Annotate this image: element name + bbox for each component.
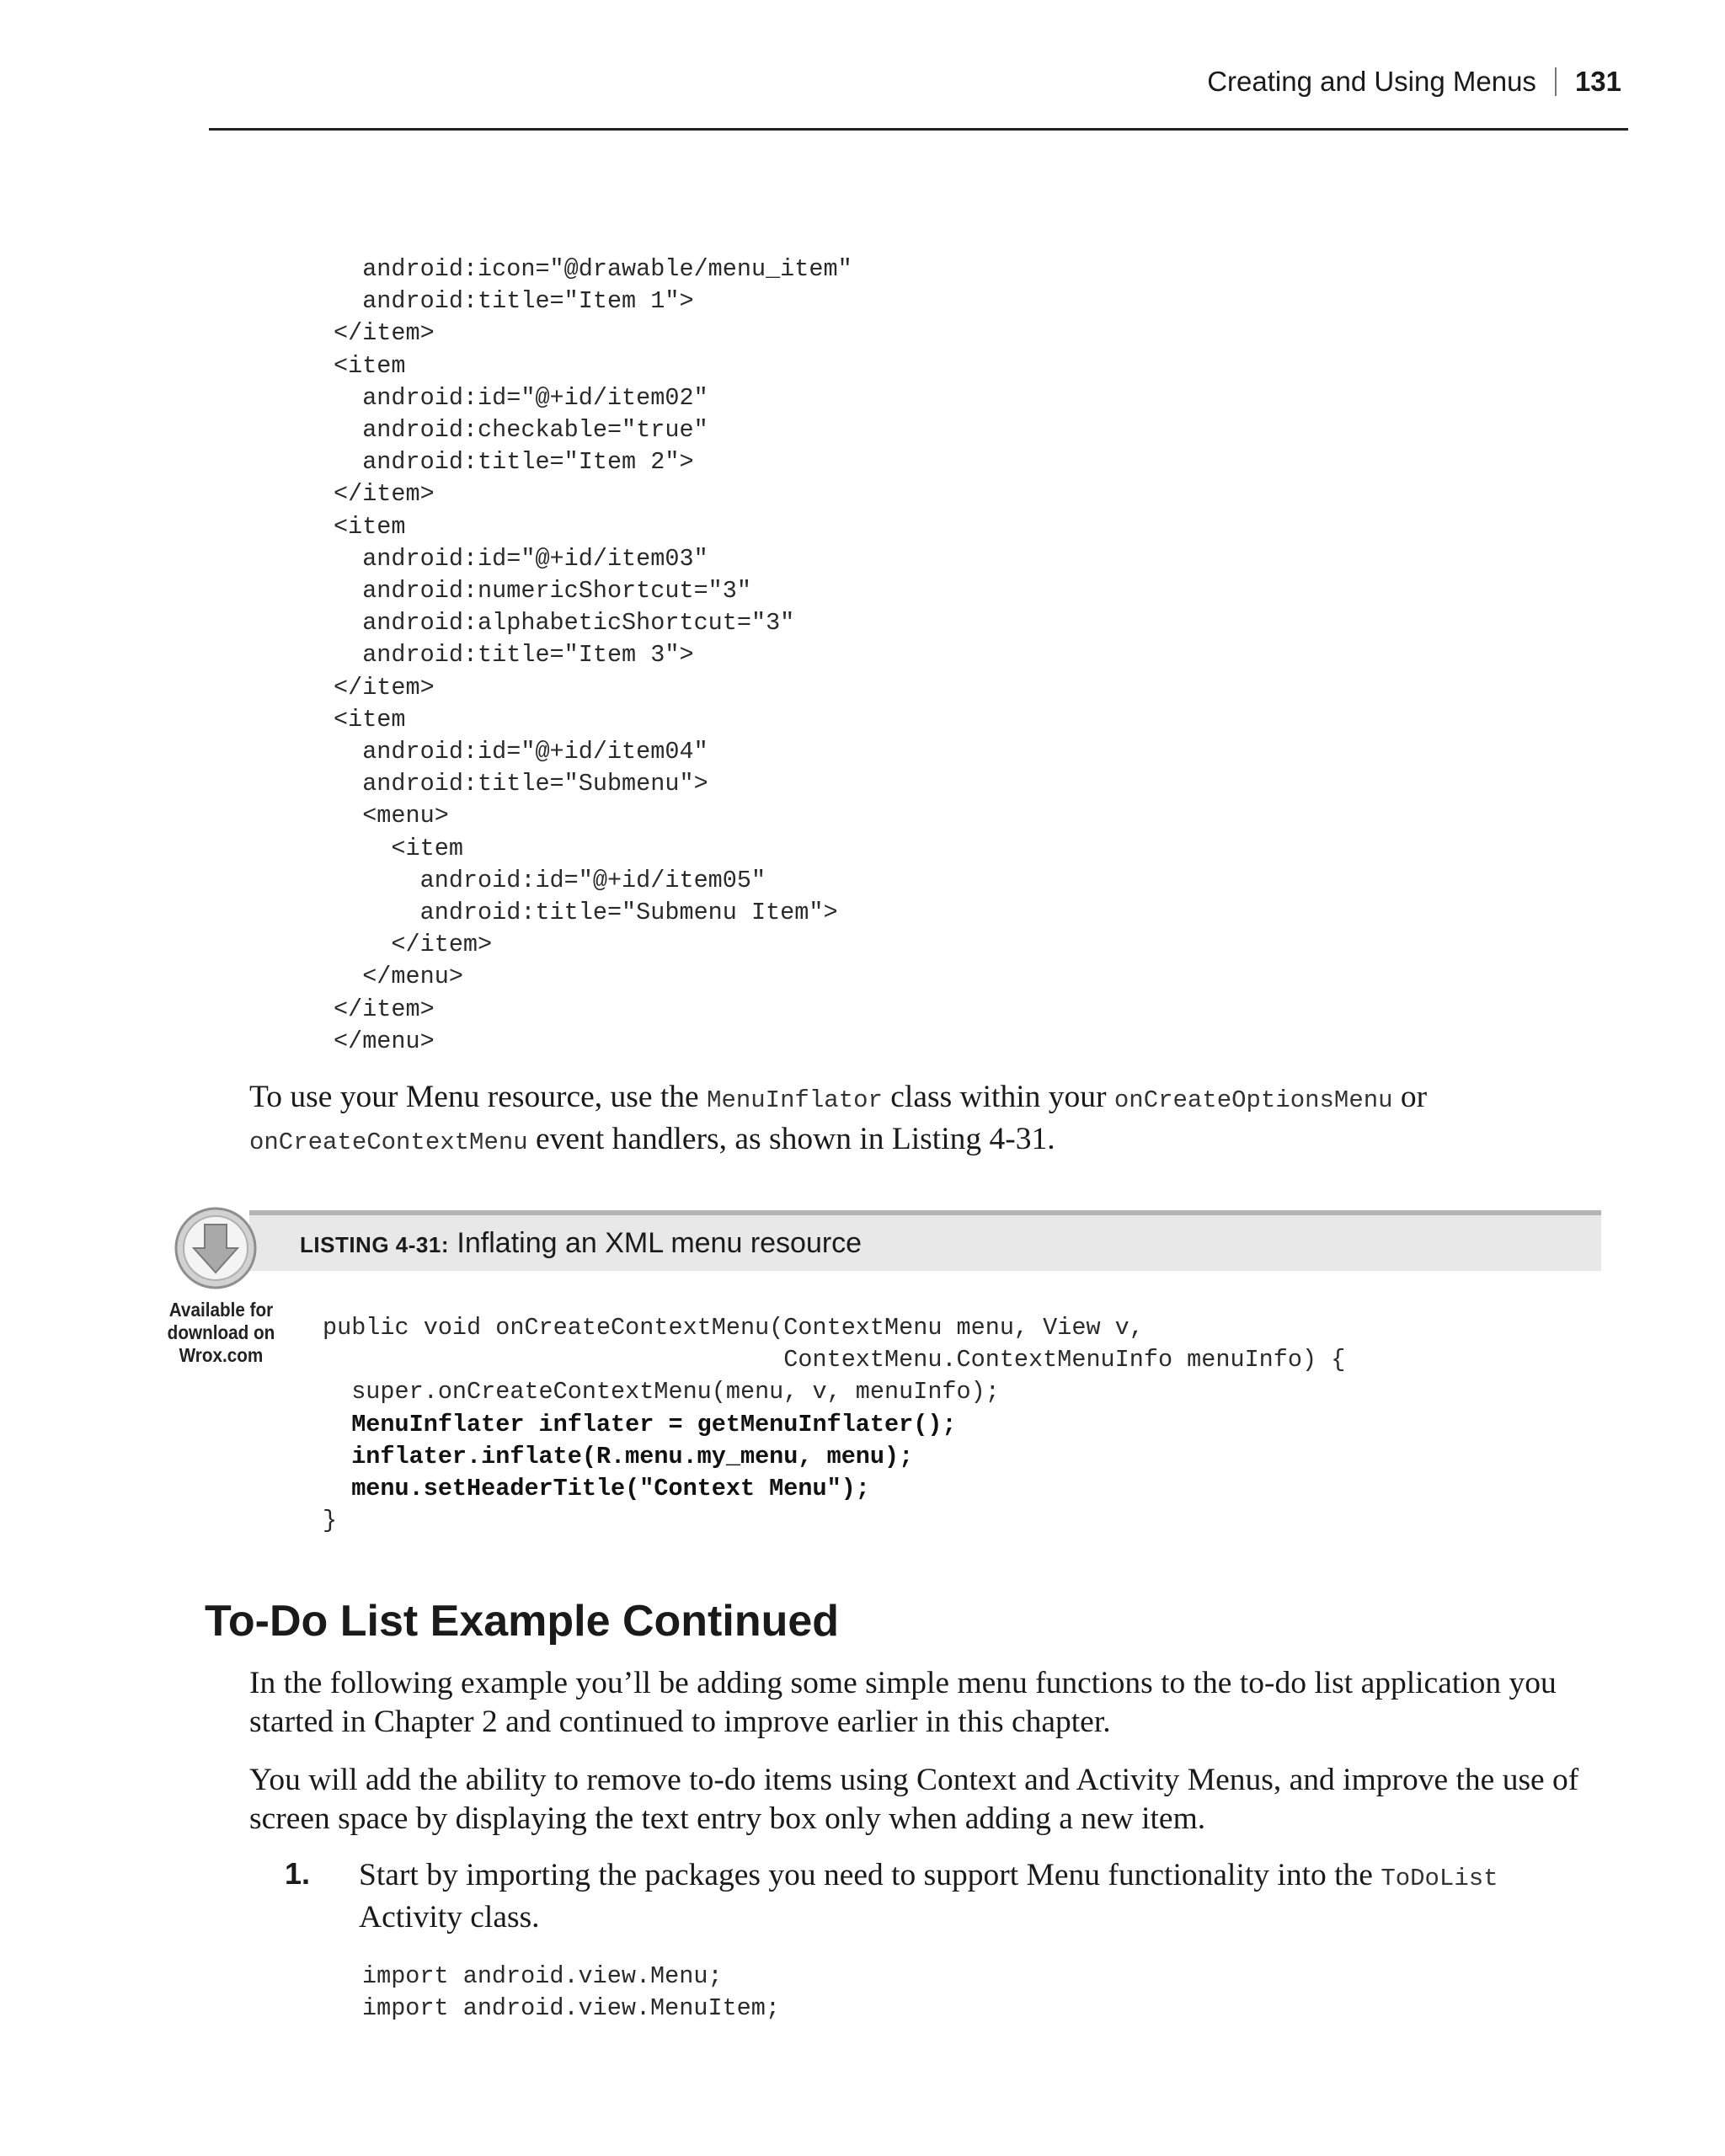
code-block-imports xyxy=(362,1961,780,2025)
paragraph-intro: In the following example you’ll be adding some simple menu functions to the to-do list application you started in Chapter 2 and continued to improve earlier in this chapter. xyxy=(249,1666,1557,1739)
inline-code-menuinflator: MenuInflator xyxy=(707,1086,883,1114)
code-line: android:title="Submenu Item"> xyxy=(334,899,838,927)
code-line: MenuInflater inflater = getMenuInflater(); xyxy=(323,1410,957,1438)
code-line: android:id="@+id/item03" xyxy=(334,544,708,573)
code-line: ContextMenu.ContextMenuInfo menuInfo) { xyxy=(323,1346,1346,1374)
inline-code-oncreatecontextmenu: onCreateContextMenu xyxy=(249,1129,528,1156)
code-line: } xyxy=(323,1507,338,1535)
listing-label: LISTING 4-31: xyxy=(300,1232,449,1257)
download-note: Available for download on Wrox.com xyxy=(167,1299,275,1366)
step-text: Start by importing the packages you need to support Menu functionality into the ToDoList Activity class. xyxy=(359,1858,1498,1935)
code-line: </item> xyxy=(334,995,435,1023)
step-number: 1. xyxy=(285,1856,311,1891)
code-block-menu-xml xyxy=(334,253,852,1058)
code-line: android:id="@+id/item04" xyxy=(334,738,708,766)
page-header xyxy=(209,51,1628,131)
code-line: android:title="Submenu"> xyxy=(334,770,708,798)
code-line: import android.view.MenuItem; xyxy=(362,1994,780,2023)
code-line: android:title="Item 1"> xyxy=(334,287,694,316)
download-icon xyxy=(174,1206,258,1290)
code-line: android:numericShortcut="3" xyxy=(334,577,751,606)
inline-code-oncreateoptionsmenu: onCreateOptionsMenu xyxy=(1114,1086,1393,1114)
code-line: <item xyxy=(334,351,406,380)
code-line: menu.setHeaderTitle("Context Menu"); xyxy=(323,1475,870,1503)
code-line: android:alphabeticShortcut="3" xyxy=(334,609,795,638)
code-line: <item xyxy=(334,512,406,541)
code-line: </item> xyxy=(334,319,435,348)
code-line: android:title="Item 3"> xyxy=(334,641,694,670)
code-line: android:icon="@drawable/menu_item" xyxy=(334,255,852,283)
listing-title-bar xyxy=(249,1210,1601,1271)
listing-title xyxy=(300,1227,862,1260)
code-line: </item> xyxy=(334,931,493,959)
listing-caption: Inflating an XML menu resource xyxy=(448,1227,862,1259)
code-line: inflater.inflate(R.menu.my_menu, menu); xyxy=(323,1442,914,1470)
code-block-listing xyxy=(323,1312,1345,1537)
section-heading: To-Do List Example Continued xyxy=(205,1597,840,1646)
inline-code-todolist: ToDoList xyxy=(1381,1865,1498,1892)
code-line: </item> xyxy=(334,480,435,509)
paragraph-features: You will add the ability to remove to-do items using Context and Activity Menus, and improve the use of screen space by displaying the text entry box only when adding a new item. xyxy=(249,1763,1579,1836)
code-line: import android.view.Menu; xyxy=(362,1962,723,1990)
code-line: super.onCreateContextMenu(menu, v, menuInfo); xyxy=(323,1378,1000,1406)
code-line: android:id="@+id/item02" xyxy=(334,383,708,412)
running-title: Creating and Using Menus xyxy=(1207,66,1536,97)
header-right xyxy=(1207,66,1621,98)
code-line: </item> xyxy=(334,673,435,702)
page-number: 131 xyxy=(1574,66,1621,97)
code-line: </menu> xyxy=(334,1027,435,1055)
header-separator xyxy=(1555,67,1557,96)
code-line: <item xyxy=(334,705,406,734)
paragraph-menu-inflator: To use your Menu resource, use the MenuInflator class within your onCreateOptionsMenu or onCreateContextMenu event handlers, as shown in Listing 4-31. xyxy=(249,1080,1428,1156)
code-line: android:checkable="true" xyxy=(334,416,708,445)
code-line: <item xyxy=(334,834,463,862)
code-line: public void onCreateContextMenu(ContextMenu menu, View v, xyxy=(323,1314,1144,1342)
code-line: </menu> xyxy=(334,963,463,991)
code-line: android:title="Item 2"> xyxy=(334,448,694,477)
code-line: android:id="@+id/item05" xyxy=(334,866,766,894)
code-line: <menu> xyxy=(334,802,449,830)
